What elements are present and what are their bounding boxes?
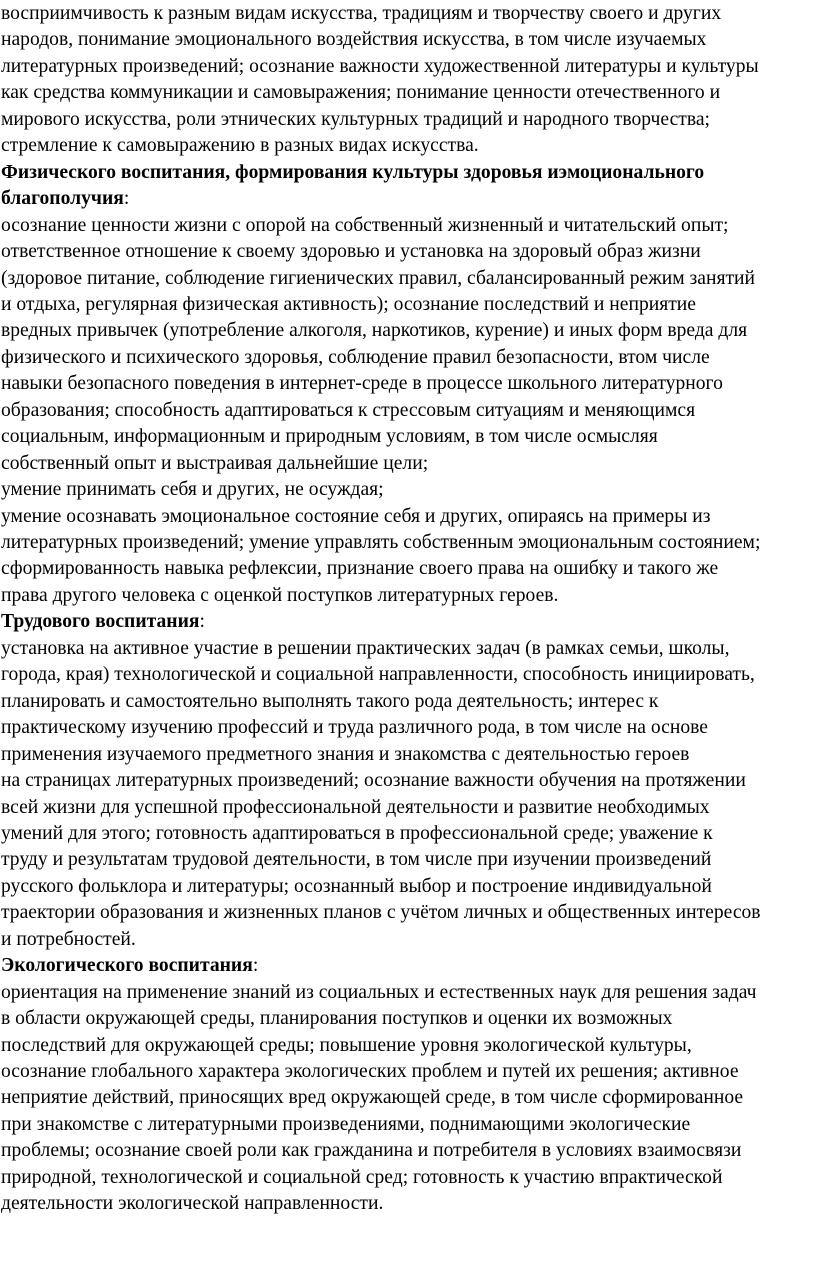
text-line: на страницах литературных произведений; осознание важности обучения на протяжении [1,770,746,792]
text-line: ориентация на применение знаний из социальных и естественных наук для решения задач [1,981,757,1003]
section-heading [1,160,704,186]
text-line: и отдыха, регулярная физическая активность); осознание последствий и неприятие [1,293,696,315]
text-line: литературных произведений; осознание важности художественной литературы и культуры [1,55,759,77]
text-line: физического и психического здоровья, соблюдение правил безопасности, втом числе [1,346,710,368]
section-heading-text: Экологического воспитания [1,955,253,977]
text-line: и потребностей. [1,928,136,950]
text-line: всей жизни для успешной профессиональной деятельности и развитие необходимых [1,796,710,818]
text-line: города, края) технологической и социальной направленности, способность инициировать, [1,664,755,686]
text-line: стремление к самовыражению в разных видах искусства. [1,135,479,157]
text-line: в области окружающей среды, планирования поступков и оценки их возможных [1,1008,673,1030]
text-line: труду и результатам трудовой деятельности, в том числе при изучении произведений [1,849,712,871]
text-line: собственный опыт и выстраивая дальнейшие цели; [1,452,429,474]
section-heading-text: Физического воспитания, формирования культуры здоровья иэмоционального [1,161,705,183]
text-line: планировать и самостоятельно выполнять такого рода деятельность; интерес к [1,690,659,712]
text-line: умение принимать себя и других, не осуждая; [1,479,384,501]
text-line: умение осознавать эмоциональное состояние себя и других, опираясь на примеры из [1,505,711,527]
section-heading [1,609,205,635]
text-line: деятельности экологической направленности. [1,1193,384,1215]
text-line: проблемы; осознание своей роли как гражданина и потребителя в условиях взаимосвязи [1,1140,742,1162]
section-heading-text: благополучия [1,188,124,210]
text-line: восприимчивость к разным видам искусства, традициям и творчеству своего и других [1,3,722,24]
text-line: навыки безопасного поведения в интернет-среде в процессе школьного литературного [1,373,723,395]
text-line: неприятие действий, приносящих вред окружающей среде, в том числе сформированное [1,1087,744,1109]
text-line: русского фольклора и литературы; осознанный выбор и построение индивидуальной [1,875,712,897]
text-line: мирового искусства, роли этнических культурных традиций и народного творчества; [1,108,710,130]
heading-colon: : [199,611,205,633]
text-line: ответственное отношение к своему здоровью и установка на здоровый образ жизни [1,241,701,263]
section-heading [1,953,258,979]
text-line: (здоровое питание, соблюдение гигиенических правил, сбалансированный режим занятий [1,267,756,289]
text-line: вредных привычек (употребление алкоголя, наркотиков, курение) и иных форм вреда для [1,320,748,342]
text-line: умений для этого; готовность адаптироваться в профессиональной среде; уважение к [1,822,713,844]
text-line: траектории образования и жизненных планов с учётом личных и общественных интересов [1,902,761,924]
section-heading-text: Трудового воспитания [1,611,200,633]
text-line: установка на активное участие в решении практических задач (в рамках семьи, школы, [1,637,730,659]
text-line: природной, технологической и социальной сред; готовность к участию впрактической [1,1166,723,1188]
text-line: практическому изучению профессий и труда различного рода, в том числе на основе [1,717,708,739]
text-line: осознание ценности жизни с опорой на собственный жизненный и читательский опыт; [1,214,729,236]
text-line: социальным, информационным и природным условиям, в том числе осмысляя [1,426,658,448]
heading-colon: : [252,955,259,977]
text-line: последствий для окружающей среды; повышение уровня экологической культуры, [1,1034,692,1056]
text-line: как средства коммуникации и самовыражения; понимание ценности отечественного и [1,82,721,104]
section-heading [1,186,129,212]
text-line: народов, понимание эмоционального воздействия искусства, в том числе изучаемых [1,29,707,51]
text-line: литературных произведений; умение управлять собственным эмоциональным состоянием; [1,532,761,553]
text-line: осознание глобального характера экологических проблем и путей их решения; активное [1,1061,739,1082]
text-line: применения изучаемого предметного знания и знакомства с деятельностью героев [1,743,690,765]
text-line: образования; способность адаптироваться к стрессовым ситуациям и меняющимся [1,399,696,421]
text-line: сформированность навыка рефлексии, признание своего права на ошибку и такого же [1,558,719,580]
text-line: при знакомстве с литературными произведениями, поднимающими экологические [1,1113,691,1135]
heading-colon: : [123,188,130,210]
text-line: права другого человека с оценкой поступков литературных героев. [1,584,559,606]
